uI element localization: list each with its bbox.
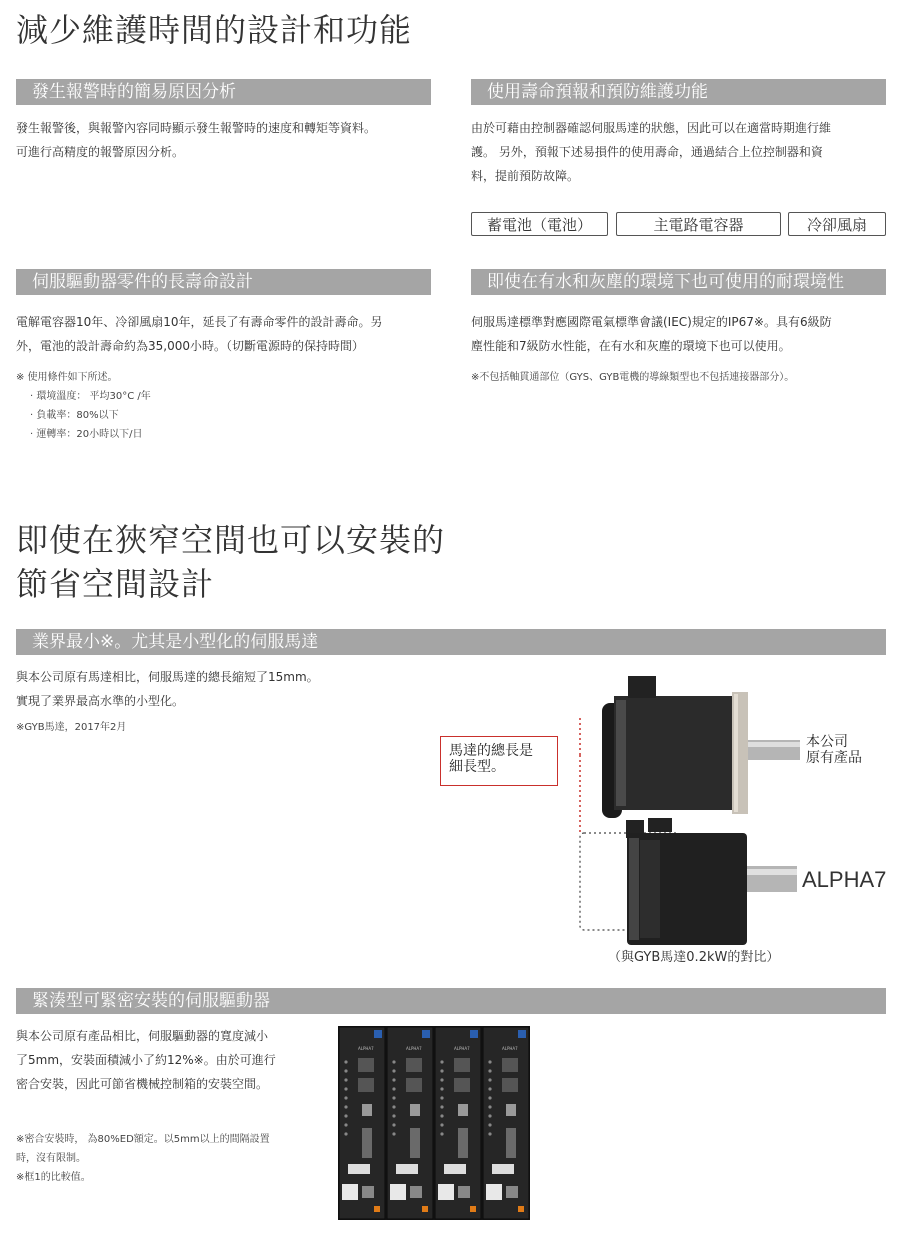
- life-warning-line-2: 護。 另外，預報下述易損件的使用壽命，通過結合上位控制器和資: [471, 145, 823, 159]
- terminal-icon: [440, 1132, 443, 1135]
- port-icon: [454, 1078, 470, 1092]
- terminal-icon: [344, 1123, 347, 1126]
- terminal-icon: [392, 1087, 395, 1090]
- alarm-heading: 發生報警時的簡易原因分析: [16, 79, 431, 105]
- section2-title: [16, 518, 445, 606]
- brand-logo-icon: [470, 1030, 478, 1038]
- port-icon: [410, 1186, 422, 1198]
- drive-heading: 緊湊型可緊密安裝的伺服驅動器: [16, 988, 886, 1014]
- terminal-icon: [344, 1087, 347, 1090]
- port-icon: [406, 1078, 422, 1092]
- terminal-block: [438, 1184, 454, 1200]
- motor-line-1: 與本公司原有馬達相比，伺服馬達的總長縮短了15mm。: [16, 670, 319, 684]
- old-product-line-2: 原有產品: [806, 750, 862, 766]
- long-life-line-1: 電解電容器10年、冷卻風扇10年，延長了有壽命零件的設計壽命。另: [16, 315, 383, 329]
- terminal-icon: [344, 1069, 347, 1072]
- long-life-note-4: · 運轉率：20小時以下/日: [30, 429, 143, 440]
- port-icon: [458, 1186, 470, 1198]
- connector-icon: [506, 1128, 516, 1158]
- connector-icon: [362, 1128, 372, 1158]
- terminal-icon: [392, 1078, 395, 1081]
- section1-title: 減少維護時間的設計和功能: [16, 11, 413, 49]
- terminal-icon: [344, 1060, 347, 1063]
- motor-line-2: 實現了業界最高水準的小型化。: [16, 694, 185, 708]
- motor-note: ※GYB馬達，2017年2月: [16, 722, 127, 733]
- terminal-icon: [440, 1096, 443, 1099]
- life-warning-line-1: 由於可藉由控制器確認伺服馬達的狀態，因此可以在適當時期進行維: [471, 121, 832, 135]
- drive-brand-label: ALPHA7: [406, 1046, 422, 1051]
- terminal-icon: [344, 1105, 347, 1108]
- drive-note-2: 時，沒有限制。: [16, 1153, 86, 1164]
- terminal-icon: [392, 1105, 395, 1108]
- drive-brand-label: ALPHA7: [454, 1046, 470, 1051]
- long-life-note-3: · 負載率：80%以下: [30, 410, 119, 421]
- usb-port-icon: [506, 1104, 516, 1116]
- life-warning-heading: 使用壽命預報和預防維護功能: [471, 79, 886, 105]
- terminal-icon: [392, 1069, 395, 1072]
- indicator-icon: [422, 1206, 428, 1212]
- terminal-icon: [488, 1069, 491, 1072]
- indicator-icon: [374, 1206, 380, 1212]
- alarm-text: [16, 116, 446, 164]
- indicator-icon: [470, 1206, 476, 1212]
- alarm-line-1: 發生報警後，與報警內容同時顯示發生報警時的速度和轉矩等資料。: [16, 121, 377, 135]
- long-life-heading: 伺服驅動器零件的長壽命設計: [16, 269, 431, 295]
- length-callout: [440, 736, 558, 786]
- terminal-icon: [392, 1096, 395, 1099]
- connector-icon: [458, 1128, 468, 1158]
- display-panel: [492, 1164, 514, 1174]
- long-life-line-2: 外，電池的設計壽命約為35,000小時。（切斷電源時的保持時間）: [16, 339, 364, 353]
- indicator-icon: [518, 1206, 524, 1212]
- port-icon: [454, 1058, 470, 1072]
- environment-heading: 即使在有水和灰塵的環境下也可使用的耐環境性: [471, 269, 886, 295]
- usb-port-icon: [458, 1104, 468, 1116]
- terminal-icon: [488, 1105, 491, 1108]
- brand-logo-icon: [422, 1030, 430, 1038]
- long-life-text: [16, 310, 456, 358]
- servo-drives-image: [338, 1026, 530, 1220]
- terminal-icon: [440, 1123, 443, 1126]
- tag-fan: 冷卻風扇: [788, 212, 886, 236]
- tag-capacitor: 主電路電容器: [616, 212, 781, 236]
- port-icon: [506, 1186, 518, 1198]
- terminal-icon: [488, 1096, 491, 1099]
- terminal-icon: [440, 1114, 443, 1117]
- life-warning-line-3: 料，提前預防故障。: [471, 169, 580, 183]
- terminal-icon: [392, 1060, 395, 1063]
- environment-line-1: 伺服馬達標準對應國際電氣標準會議(IEC)規定的IP67※。具有6級防: [471, 315, 832, 329]
- terminal-icon: [488, 1123, 491, 1126]
- terminal-icon: [488, 1087, 491, 1090]
- alpha7-label: ALPHA7: [802, 867, 887, 892]
- port-icon: [502, 1058, 518, 1072]
- drive-notes: [16, 1130, 316, 1187]
- motor-heading: 業界最小※。尤其是小型化的伺服馬達: [16, 629, 886, 655]
- environment-text: [471, 310, 891, 358]
- long-life-notes: [16, 368, 316, 444]
- terminal-icon: [488, 1114, 491, 1117]
- display-panel: [444, 1164, 466, 1174]
- drive-line-2: 了5mm，安裝面積減小了約12%※。由於可進行: [16, 1053, 276, 1067]
- terminal-block: [390, 1184, 406, 1200]
- life-warning-text: [471, 116, 891, 188]
- terminal-icon: [440, 1087, 443, 1090]
- long-life-note-1: ※ 使用條件如下所述。: [16, 372, 118, 383]
- new-motor-image: [626, 818, 797, 945]
- section2-title-line-1: 即使在狹窄空間也可以安裝的: [16, 521, 446, 559]
- brand-logo-icon: [518, 1030, 526, 1038]
- drive-text: [16, 1024, 316, 1096]
- port-icon: [358, 1078, 374, 1092]
- terminal-icon: [392, 1123, 395, 1126]
- alarm-line-2: 可進行高精度的報警原因分析。: [16, 145, 185, 159]
- port-icon: [358, 1058, 374, 1072]
- terminal-icon: [440, 1060, 443, 1063]
- usb-port-icon: [362, 1104, 372, 1116]
- terminal-icon: [440, 1105, 443, 1108]
- callout-line-1: 馬達的總長是: [449, 743, 533, 759]
- terminal-icon: [392, 1114, 395, 1117]
- motor-comparison-illustration: [430, 670, 900, 970]
- section2-title-line-2: 節省空間設計: [16, 565, 215, 603]
- terminal-icon: [488, 1060, 491, 1063]
- callout-line-2: 細長型。: [449, 759, 505, 775]
- tag-battery: 蓄電池（電池）: [471, 212, 608, 236]
- terminal-icon: [440, 1069, 443, 1072]
- drive-note-3: ※框1的比較值。: [16, 1172, 91, 1183]
- terminal-icon: [440, 1078, 443, 1081]
- terminal-icon: [344, 1132, 347, 1135]
- drive-line-3: 密合安裝，因此可節省機械控制箱的安裝空間。: [16, 1077, 269, 1091]
- port-icon: [406, 1058, 422, 1072]
- connector-icon: [410, 1128, 420, 1158]
- terminal-icon: [344, 1078, 347, 1081]
- terminal-block: [342, 1184, 358, 1200]
- usb-port-icon: [410, 1104, 420, 1116]
- terminal-icon: [344, 1114, 347, 1117]
- terminal-icon: [344, 1096, 347, 1099]
- display-panel: [348, 1164, 370, 1174]
- old-motor-image: [602, 676, 800, 818]
- drive-brand-label: ALPHA7: [502, 1046, 518, 1051]
- display-panel: [396, 1164, 418, 1174]
- port-icon: [502, 1078, 518, 1092]
- old-product-label: [806, 734, 862, 766]
- port-icon: [362, 1186, 374, 1198]
- motor-text: [16, 665, 436, 713]
- environment-line-2: 塵性能和7級防水性能，在有水和灰塵的環境下也可以使用。: [471, 339, 791, 353]
- terminal-icon: [488, 1078, 491, 1081]
- drive-line-1: 與本公司原有產品相比，伺服驅動器的寬度減小: [16, 1029, 269, 1043]
- drive-brand-label: ALPHA7: [358, 1046, 374, 1051]
- environment-note: ※不包括軸貫通部位（GYS、GYB電機的導線類型也不包括連接器部分）。: [471, 372, 795, 383]
- drive-note-1: ※密合安裝時， 為80%ED額定。以5mm以上的間隔設置: [16, 1134, 270, 1145]
- long-life-note-2: · 環境溫度： 平均30°C /年: [30, 391, 151, 402]
- old-product-line-1: 本公司: [806, 734, 848, 750]
- terminal-icon: [392, 1132, 395, 1135]
- brand-logo-icon: [374, 1030, 382, 1038]
- terminal-icon: [488, 1132, 491, 1135]
- terminal-block: [486, 1184, 502, 1200]
- motor-caption: （與GYB馬達0.2kW的對比）: [608, 950, 780, 965]
